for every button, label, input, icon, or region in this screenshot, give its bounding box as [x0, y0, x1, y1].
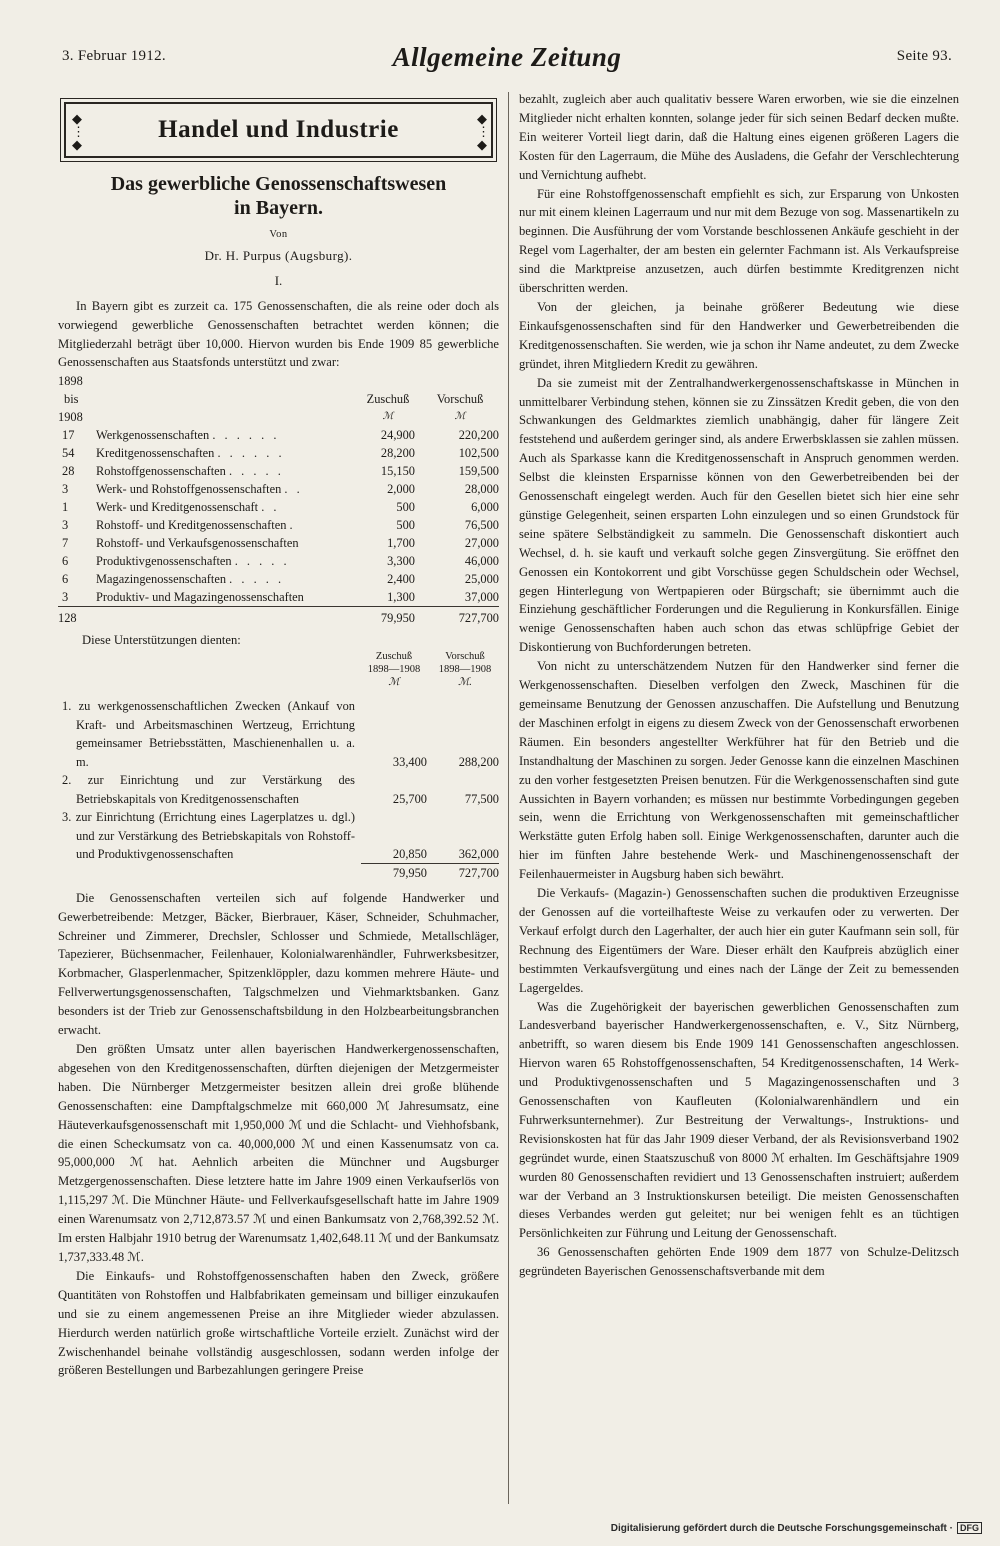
row-vorschuss: 102,500	[458, 446, 499, 461]
leader-dots: . . . . . .	[217, 446, 285, 461]
table-total-row	[58, 864, 499, 883]
row-zuschuss: 500	[396, 518, 415, 533]
column-header-vorschuss: Vorschuß	[436, 392, 484, 407]
row-purpose: 3. zur Einrichtung (Errichtung eines Lagerplatzes u. dgl.) und zur Verstärkung des Betriebskapitals von Rohstoff- und Produktivgenossenschaften	[62, 810, 355, 862]
column-header-zuschuss: Zuschuß	[366, 392, 410, 407]
row-count: 3	[62, 590, 69, 605]
row-type	[96, 588, 361, 607]
paragraph: Von nicht zu unterschätzendem Nutzen für den Handwerker sind ferner die Werkgenossenschaften. Dieselben verfolgen den Zweck, Maschinen für die gemeinsame Benutzung der Genossen anzuschaffen. Die Aufstellung und Benutzung der Maschinen erfolgt in eigens zu diesem Zweck von der Genossenschaft erworbenen Räumen. Ein besonders angestellter Werkführer hat für den Betrieb und die Instandhaltung der Maschinen zu sorgen. Jeder Genosse kann die einzelnen Maschinen zu den vorher festgesetzten Preisen benutzen. Für die Werkgenossenschaften sind gute Aussichten in Bayern vorhanden; es müssen nur bestimmte Vorbedingungen gegeben sein, wenn die Errichtung von Werkgenossenschaften mit gemeinschaftlicher Werkstätte guten Erfolg haben soll. Einige Werkgenossenschaften, darunter auch die hier im fünften Jahre bestehende Werk- und Maschinengenossenschaft der Feilenhauermeister in Augsburg haben sich bewährt.	[519, 659, 959, 882]
leader-dots: . .	[284, 482, 303, 497]
row-vorschuss: 27,000	[464, 536, 499, 551]
column-divider	[508, 92, 509, 1504]
row-zuschuss: 25,700	[392, 791, 427, 806]
header-text: 1898—1908	[438, 664, 492, 676]
row-zuschuss: 500	[396, 500, 415, 515]
paragraph: Die Genossenschaften verteilen sich auf folgende Handwerker und Gewerbetreibende: Metzger, Bäcker, Bierbrauer, Käser, Schneider, Schuhmacher, Schreiner und Zimmerer, Drechsler, Schlosser und Schmiede, Metallschläger, Tapezierer, Büchsenmacher, Feilenhauer, Kolonialwarenhändler, Fuhrwerksbesitzer, Korbmacher, Glasperlenmacher, Spitzenklöppler, dazu kommen mehrere Häute- und Fellverwertungsgenossenschaften, Talgschmelzen und Viehmarktsbanken. Ganz besonders ist der Trieb zur Genossenschaftsbildung in den Holzbearbeitungsbranchen erwacht.	[58, 890, 499, 1038]
table-row	[58, 462, 499, 480]
paragraph: bezahlt, zugleich aber auch qualitativ bessere Waren erworben, wie sie die einzelnen Mitglieder nicht erhalten konnten, solange jeder für sich seinen Bedarf decken mußte. Ein weiterer Vorteil liegt darin, daß die Haltung eines eigenen größeren Lagers die Kosten für den Lagerraum, die Mühe des Ausladens, die Gefahr der Verschlechterung und Vernichtung aufhebt.	[519, 92, 959, 182]
leader-dots: . . . . .	[228, 464, 284, 479]
paragraph: Was die Zugehörigkeit der bayerischen gewerblichen Genossenschaften zum Landesverband bayerischer Handwerkergenossenschaften, e. V., Sitz Nürnberg, anbetrifft, so waren diesem bis Ende 1909 141 Genossenschaften angeschlossen. Hiervon waren 65 Rohstoffgenossenschaften, 54 Kreditgenossenschaften, 14 Werk- und Produktivgenossenschaften und 5 Magazingenossenschaften und 3 Genossenschaften von Kaufleuten (Kolonialwarenhändlern und ein Fuhrwerksunternehmer). Zur Bestreitung der Verwaltungs-, Instruktions- und Revisionskosten hat für das Jahr 1909 dieser Verband, der als Revisionsverband 1902 gegründet wurde, einen Staatszuschuß von 8000 ℳ erhalten. Im Geschäftsjahre 1909 wurden 80 Genossenschaften revidiert und 13 Genossenschaften instruiert; außerdem war der Verband an 3 Instruktionskursen beteiligt. Die meisten Genossenschaften dieses Verbandes werden gut geleitet; nur bei wenigen fehlt es an tüchtigen Persönlichkeiten zur Führung und Leitung der Genossenschaft.	[519, 999, 959, 1241]
header-text: ℳ.	[458, 677, 472, 689]
row-type-label: Produktivgenossenschaften	[96, 554, 232, 569]
row-type	[96, 534, 361, 552]
row-type-label: Magazingenossenschaften	[96, 572, 227, 587]
table-row	[58, 534, 499, 552]
row-vorschuss: 37,000	[464, 590, 499, 605]
total-zuschuss: 79,950	[361, 607, 421, 628]
page-header	[62, 42, 952, 76]
row-count: 7	[62, 536, 69, 551]
table-row	[58, 516, 499, 534]
row-vorschuss: 25,000	[464, 572, 499, 587]
paragraph: Die Verkaufs- (Magazin-) Genossenschaften suchen die produktiven Erzeugnisse der Genossen auf die vorteilhafteste Weise zu verkaufen oder zu verwerten. Der Verkauf erfolgt durch den Lagerhalter, der auch hier ein guter Kaufmann sein soll, für Rechnung des Eigentümers der Ware. Dieser erhält den Kaufpreis abzüglich einer bestimmten Verkaufsvergütung und eines nach der Länge der Zeit zu bemessenden Lagergeldes.	[519, 886, 959, 995]
header-text: 1898—1908	[367, 664, 421, 676]
table-row	[58, 426, 499, 444]
row-type-label: Werk- und Kreditgenossenschaft	[96, 500, 259, 515]
table-row	[58, 552, 499, 570]
row-type-label: Werk- und Rohstoffgenossenschaften	[96, 482, 282, 497]
row-type-label: Rohstoffgenossenschaften	[96, 464, 226, 479]
paragraph: Den größten Umsatz unter allen bayerischen Handwerkergenossenschaften, abgesehen von den Kreditgenossenschaften, dürften diejenigen der Metzgermeister haben. Die Nürnberger Metzgermeister besitzen allein drei große blühende Genossenschaften: eine Dampftalgschmelze mit 660,000 ℳ Jahresumsatz, eine Häuteverkaufsgenossenschaft mit 1,950,000 ℳ und die Schlacht- und Viehhofsbank, die einen Scheckumsatz von ca. 40,000,000 ℳ und einen Kassenumsatz von ca. 95,000,000 ℳ hat. Aehnlich arbeiten die Münchner und Augsburger Metzgergenossenschaften. Diese letztere hatte im Jahre 1909 einen Verkaufserlös von 1,115,297 ℳ. Die Münchner Häute- und Fellverkaufsgesellschaft hatte im Jahre 1909 einen Warenumsatz von 2,712,873.57 ℳ und einen Bankumsatz von 2,768,392.52 ℳ. Im ersten Halbjahr 1910 betrug der Warenumsatz 1,402,648.11 ℳ und der Bankumsatz 1,737,333.48 ℳ.	[58, 1042, 499, 1264]
ornament-left-icon: ◆ ⋮ ◆	[72, 111, 85, 152]
paragraph: 36 Genossenschaften gehörten Ende 1909 dem 1877 von Schulze-Delitzsch gegründeten Bayerischen Genossenschaftsverbande mit dem	[519, 1245, 959, 1279]
leader-dots: .	[289, 518, 296, 533]
table-row	[58, 808, 499, 864]
table-row	[58, 697, 499, 771]
article-title-line1: Das gewerbliche Genossenschaftswesen	[110, 173, 447, 195]
row-type	[96, 444, 361, 462]
row-zuschuss: 15,150	[380, 464, 415, 479]
column-unit: ℳ	[454, 411, 466, 423]
ornament-right-icon: ◆ ⋮ ◆	[477, 111, 490, 152]
article-title	[58, 172, 499, 220]
row-zuschuss: 2,400	[387, 572, 415, 587]
row-zuschuss: 20,850	[392, 846, 427, 861]
table-row	[58, 588, 499, 607]
article-author: Dr. H. Purpus (Augsburg).	[204, 247, 353, 263]
table-year-label: 1898	[58, 374, 83, 389]
leader-dots: . . . . .	[234, 554, 290, 569]
row-count: 17	[62, 428, 75, 443]
row-vorschuss: 28,000	[464, 482, 499, 497]
row-count: 6	[62, 554, 69, 569]
row-vorschuss: 159,500	[458, 464, 499, 479]
column-unit: ℳ	[382, 411, 394, 423]
table-year-label: 1908	[58, 410, 83, 425]
row-zuschuss: 2,000	[387, 482, 415, 497]
row-count: 3	[62, 518, 69, 533]
leader-dots: . . . . .	[229, 572, 285, 587]
row-vorschuss: 362,000	[458, 846, 499, 861]
part-number: I.	[274, 272, 283, 288]
row-count: 1	[62, 500, 69, 515]
total-count: 128	[58, 607, 96, 628]
row-type	[96, 552, 361, 570]
column-header-vorschuss	[431, 650, 499, 689]
total-vorschuss: 727,700	[421, 607, 499, 628]
row-zuschuss: 24,900	[380, 428, 415, 443]
row-vorschuss: 6,000	[471, 500, 499, 515]
row-vorschuss: 76,500	[464, 518, 499, 533]
row-count: 28	[62, 464, 75, 479]
byline-von: Von	[269, 229, 288, 240]
row-zuschuss: 33,400	[392, 754, 427, 769]
column-header-zuschuss	[361, 650, 431, 689]
row-zuschuss: 28,200	[380, 446, 415, 461]
table-year-label: bis	[64, 392, 79, 407]
issue-date: 3. Februar 1912.	[62, 48, 166, 64]
header-text: ℳ	[388, 677, 400, 689]
total-zuschuss: 79,950	[361, 864, 431, 883]
page-number: Seite 93.	[896, 48, 952, 64]
left-column	[58, 92, 499, 1380]
paragraph: Für eine Rohstoffgenossenschaft empfiehlt es sich, zur Ersparung von Unkosten nur mit einem kleinen Lagerraum und nur mit dem Bezuge von sog. Massenartikeln zu beginnen. Die Ausführung der vom Vorstande beschlossenen Ankäufe geschieht in der Regel vom Lagerhalter, der am besten ein gelernter Fachmann ist. Als Verkaufspreise sind die Marktpreise anzusetzen, auch dürfen bestimmte Kreditgrenzen nicht überschritten werden.	[519, 186, 959, 296]
newspaper-masthead: Allgemeine Zeitung	[392, 42, 622, 72]
row-zuschuss: 1,700	[387, 536, 415, 551]
row-type-label: Werkgenossenschaften	[96, 428, 210, 443]
row-vorschuss: 77,500	[464, 791, 499, 806]
row-purpose: 1. zu werkgenossenschaftlichen Zwecken (Ankauf von Kraft- und Arbeitsmaschinen Wertzeug, Errichtung gemeinsamer Betriebsstätten, Maschienenhallen u. a. m.	[62, 699, 355, 769]
article-title-line2: in Bayern.	[234, 197, 323, 219]
digitization-footer	[611, 1522, 982, 1534]
row-type-label: Kreditgenossenschaften	[96, 446, 215, 461]
leader-dots: . . . . . .	[212, 428, 280, 443]
section-header-box	[64, 102, 493, 158]
table-row	[58, 444, 499, 462]
header-text: Zuschuß	[375, 651, 413, 663]
table-row	[58, 771, 499, 808]
table-row	[58, 570, 499, 588]
row-count: 54	[62, 446, 75, 461]
row-purpose: 2. zur Einrichtung und zur Verstärkung des Betriebskapitals von Kreditgenossenschaften	[62, 773, 355, 806]
row-type	[96, 516, 361, 534]
row-type-label: Produktiv- und Magazingenossenschaften	[96, 590, 304, 605]
paragraph: Die Einkaufs- und Rohstoffgenossenschaften haben den Zweck, größere Quantitäten von Rohstoffen und Halbfabrikaten gemeinsam und billiger einzukaufen und sie zu einem angemessenen Preise an ihre Mitglieder wieder abzulassen. Hierdurch werden natürlich große wirtschaftliche Vorteile erzielt. Zunächst wird der Zwischenhandel beinahe vollständig ausgeschlossen, sodann werden infolge der größeren Bestellungen und Barbezahlungen geringere Preise	[58, 1268, 499, 1378]
total-vorschuss: 727,700	[431, 864, 499, 883]
row-type	[96, 480, 361, 498]
row-type	[96, 498, 361, 516]
row-count: 6	[62, 572, 69, 587]
subsidy-table	[58, 372, 499, 627]
paragraph: Da sie zumeist mit der Zentralhandwerkergenossenschaftskasse in München in unmittelbarer Verbindung stehen, können sie zu Zinssätzen Kredit geben, die von den Schwankungen des Geldmarktes ziemlich unabhängig, daher für längere Zeit feststehend und außerdem geringer sind, als andere Erwerbsklassen sie zahlen müssen. Auch als Sparkasse kann die Kreditgenossenschaft in Anspruch genommen werden. Selbst die kleinsten Ersparnisse können von den Gewerbetreibenden bei der Genossenschaft eingelegt werden. Auch für den Gesellen bietet sich hier eine sehr günstige Gelegenheit, seinen ersparten Lohn einzulegen und so einen Grundstock für seine spätere Selbständigkeit zu sammeln. Die Genossenschaft diskontiert auch Wechsel, d. h. sie kauft und verkauft solche gegen Zinsvergütung. Sie eröffnet den Genossen ein Kontokorrent und gibt Vorschüsse gegen Schuldschein oder Wechsel, gegen Hinterlegung von Wertpapieren oder Bürgschaft; sie übernimmt auch die Einziehung geschäftlicher Forderungen und die Regulierung in Konkursfällen. Einige wenige Genossenschaften haben auch schon das etwas schlüpfrige Gebiet der Diskontierung von Buchforderungen betreten.	[519, 375, 959, 655]
row-zuschuss: 1,300	[387, 590, 415, 605]
row-type	[96, 570, 361, 588]
table-row	[58, 498, 499, 516]
leader-dots: . .	[261, 500, 280, 515]
row-type-label: Rohstoff- und Verkaufsgenossenschaften	[96, 536, 299, 551]
purpose-table	[58, 650, 499, 883]
section-title: Handel und Industrie	[158, 115, 399, 143]
row-type-label: Rohstoff- und Kreditgenossenschaften	[96, 518, 287, 533]
right-column	[519, 90, 959, 1281]
header-text: Vorschuß	[445, 651, 485, 663]
row-vorschuss: 46,000	[464, 554, 499, 569]
dfg-logo: DFG	[957, 1522, 982, 1534]
row-vorschuss: 288,200	[458, 754, 499, 769]
row-vorschuss: 220,200	[458, 428, 499, 443]
paragraph: Diese Unterstützungen dienten:	[82, 633, 241, 648]
paragraph: In Bayern gibt es zurzeit ca. 175 Genossenschaften, die als reine oder doch als vorwiegend gewerbliche Genossenschaften betrachtet werden können; die Mitgliederzahl beträgt über 10,000. Hiervon wurden bis Ende 1909 85 gewerbliche Genossenschaften aus Staatsfonds unterstützt und zwar:	[58, 298, 499, 370]
paragraph: Von der gleichen, ja beinahe größerer Bedeutung wie diese Einkaufsgenossenschaften sind für den Handwerker und Gewerbetreibenden die Kreditgenossenschaften. Sie werden, wie ja schon ihr Name andeutet, zu dem Zwecke gründet, ihren Mitgliedern Kredit zu gewähren.	[519, 299, 959, 371]
table-total-row	[58, 607, 499, 628]
table-row	[58, 480, 499, 498]
row-count: 3	[62, 482, 69, 497]
footer-text: Digitalisierung gefördert durch die Deutsche Forschungsgemeinschaft ·	[610, 1522, 953, 1534]
row-type	[96, 462, 361, 480]
row-type	[96, 426, 361, 444]
row-zuschuss: 3,300	[387, 554, 415, 569]
